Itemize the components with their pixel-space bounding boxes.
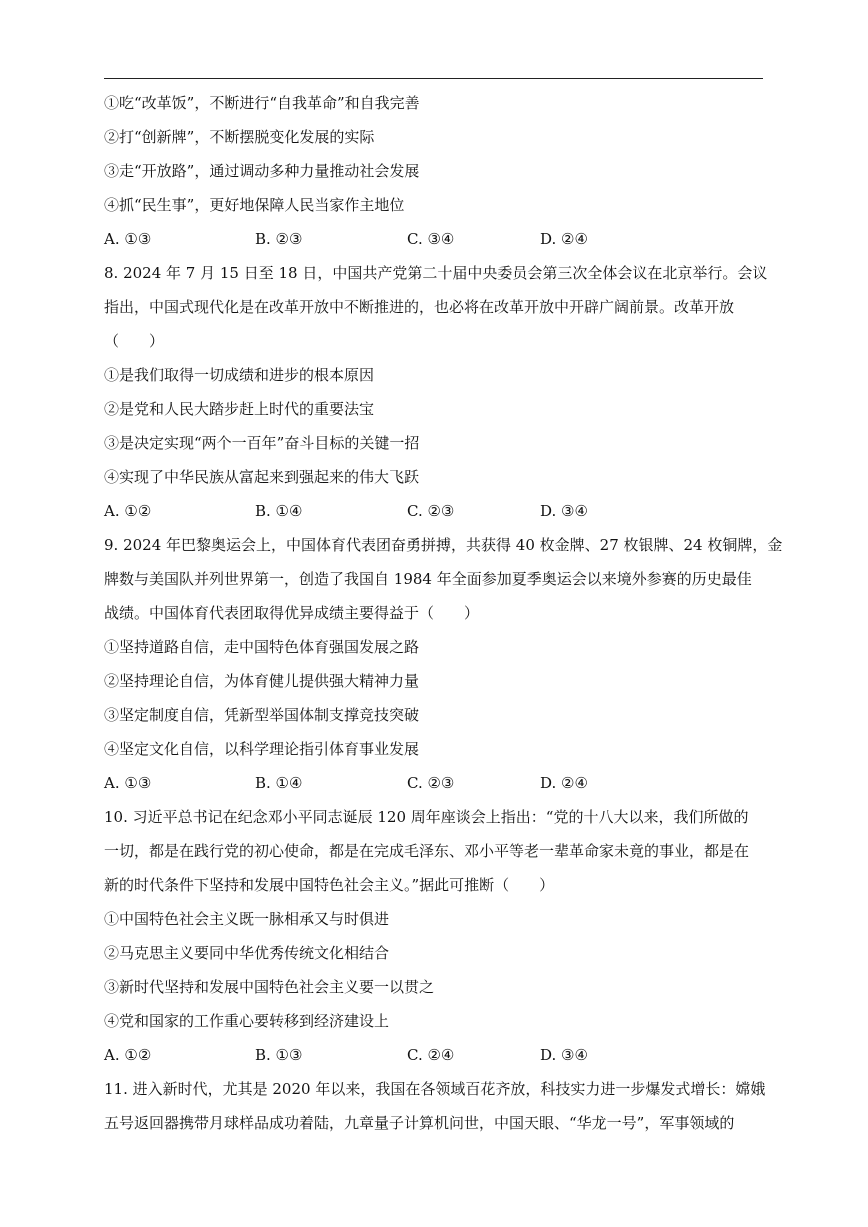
choice-item: ③新时代坚持和发展中国特色社会主义要一以贯之	[104, 978, 435, 996]
choice-item: ①中国特色社会主义既一脉相承又与时俱进	[104, 910, 390, 928]
prev-question	[104, 86, 768, 256]
choice-item: ①吃“改革饭”，不断进行“自我革命”和自我完善	[104, 94, 420, 112]
option-d: D. ③④	[540, 1046, 588, 1064]
stem-line: 指出，中国式现代化是在改革开放中不断推进的，也必将在改革开放中开辟广阔前景。改革开放	[104, 298, 735, 316]
choice-item: ④实现了中华民族从富起来到强起来的伟大飞跃	[104, 468, 420, 486]
choice-item: ②是党和人民大踏步赶上时代的重要法宝	[104, 400, 375, 418]
choice-item: ③坚定制度自信，凭新型举国体制支撑竞技突破	[104, 706, 420, 724]
option-d: D. ②④	[540, 230, 588, 248]
stem-line: 11. 进入新时代，尤其是 2020 年以来，我国在各领域百花齐放，科技实力进一步爆发式增长：嫦娥	[104, 1080, 766, 1098]
exam-page	[104, 86, 783, 1140]
choice-item: ①坚持道路自信，走中国特色体育强国发展之路	[104, 638, 420, 656]
question-stem	[104, 256, 766, 358]
stem-line: 牌数与美国队并列世界第一，创造了我国自 1984 年全面参加夏季奥运会以来境外参赛的历史最佳	[104, 570, 752, 588]
option-b: B. ①③	[255, 1046, 303, 1064]
option-b: B. ①④	[255, 774, 303, 792]
question-stem	[104, 800, 766, 902]
answer-options	[104, 766, 768, 800]
choice-item: ④抓“民生事”，更好地保障人民当家作主地位	[104, 196, 405, 214]
choice-item: ③是决定实现“两个一百年”奋斗目标的关键一招	[104, 434, 420, 452]
option-a: A. ①③	[104, 774, 152, 792]
stem-line: （ ）	[104, 332, 165, 350]
choice-item: ②打“创新牌”，不断摆脱变化发展的实际	[104, 128, 375, 146]
stem-line: 8. 2024 年 7 月 15 日至 18 日，中国共产党第二十届中央委员会第三次全体会议在北京举行。会议	[104, 264, 768, 282]
option-c: C. ②③	[407, 774, 455, 792]
option-a: A. ①②	[104, 502, 152, 520]
stem-line: 9. 2024 年巴黎奥运会上，中国体育代表团奋勇拼搏，共获得 40 枚金牌、27 枚银牌、24 枚铜牌，金	[104, 536, 783, 554]
option-c: C. ②④	[407, 1046, 455, 1064]
question-9	[104, 528, 783, 800]
option-b: B. ②③	[255, 230, 303, 248]
choice-item: ①是我们取得一切成绩和进步的根本原因	[104, 366, 375, 384]
option-a: A. ①②	[104, 1046, 152, 1064]
choice-item: ②坚持理论自信，为体育健儿提供强大精神力量	[104, 672, 420, 690]
question-10	[104, 800, 768, 1072]
question-11	[104, 1072, 768, 1140]
option-a: A. ①③	[104, 230, 152, 248]
question-8	[104, 256, 768, 528]
stem-line: 战绩。中国体育代表团取得优异成绩主要得益于（ ）	[104, 604, 480, 622]
option-b: B. ①④	[255, 502, 303, 520]
option-d: D. ②④	[540, 774, 588, 792]
stem-line: 新的时代条件下坚持和发展中国特色社会主义。”据此可推断（ ）	[104, 876, 555, 894]
option-c: C. ②③	[407, 502, 455, 520]
choice-item: ②马克思主义要同中华优秀传统文化相结合	[104, 944, 390, 962]
choice-item: ③走“开放路”，通过调动多种力量推动社会发展	[104, 162, 420, 180]
answer-options	[104, 494, 768, 528]
stem-line: 一切，都是在践行党的初心使命，都是在完成毛泽东、邓小平等老一辈革命家未竟的事业，都是在	[104, 842, 750, 860]
option-c: C. ③④	[407, 230, 455, 248]
choice-item: ④党和国家的工作重心要转移到经济建设上	[104, 1012, 390, 1030]
header-rule	[104, 78, 763, 79]
stem-line: 10. 习近平总书记在纪念邓小平同志诞辰 120 周年座谈会上指出：“党的十八大以来，我们所做的	[104, 808, 749, 826]
choice-item: ④坚定文化自信，以科学理论指引体育事业发展	[104, 740, 420, 758]
answer-options	[104, 1038, 768, 1072]
question-stem	[104, 1072, 766, 1140]
stem-line: 五号返回器携带月球样品成功着陆，九章量子计算机问世，中国天眼、“华龙一号”，军事领域的	[104, 1114, 735, 1132]
question-stem	[104, 528, 783, 630]
answer-options	[104, 222, 768, 256]
option-d: D. ③④	[540, 502, 588, 520]
